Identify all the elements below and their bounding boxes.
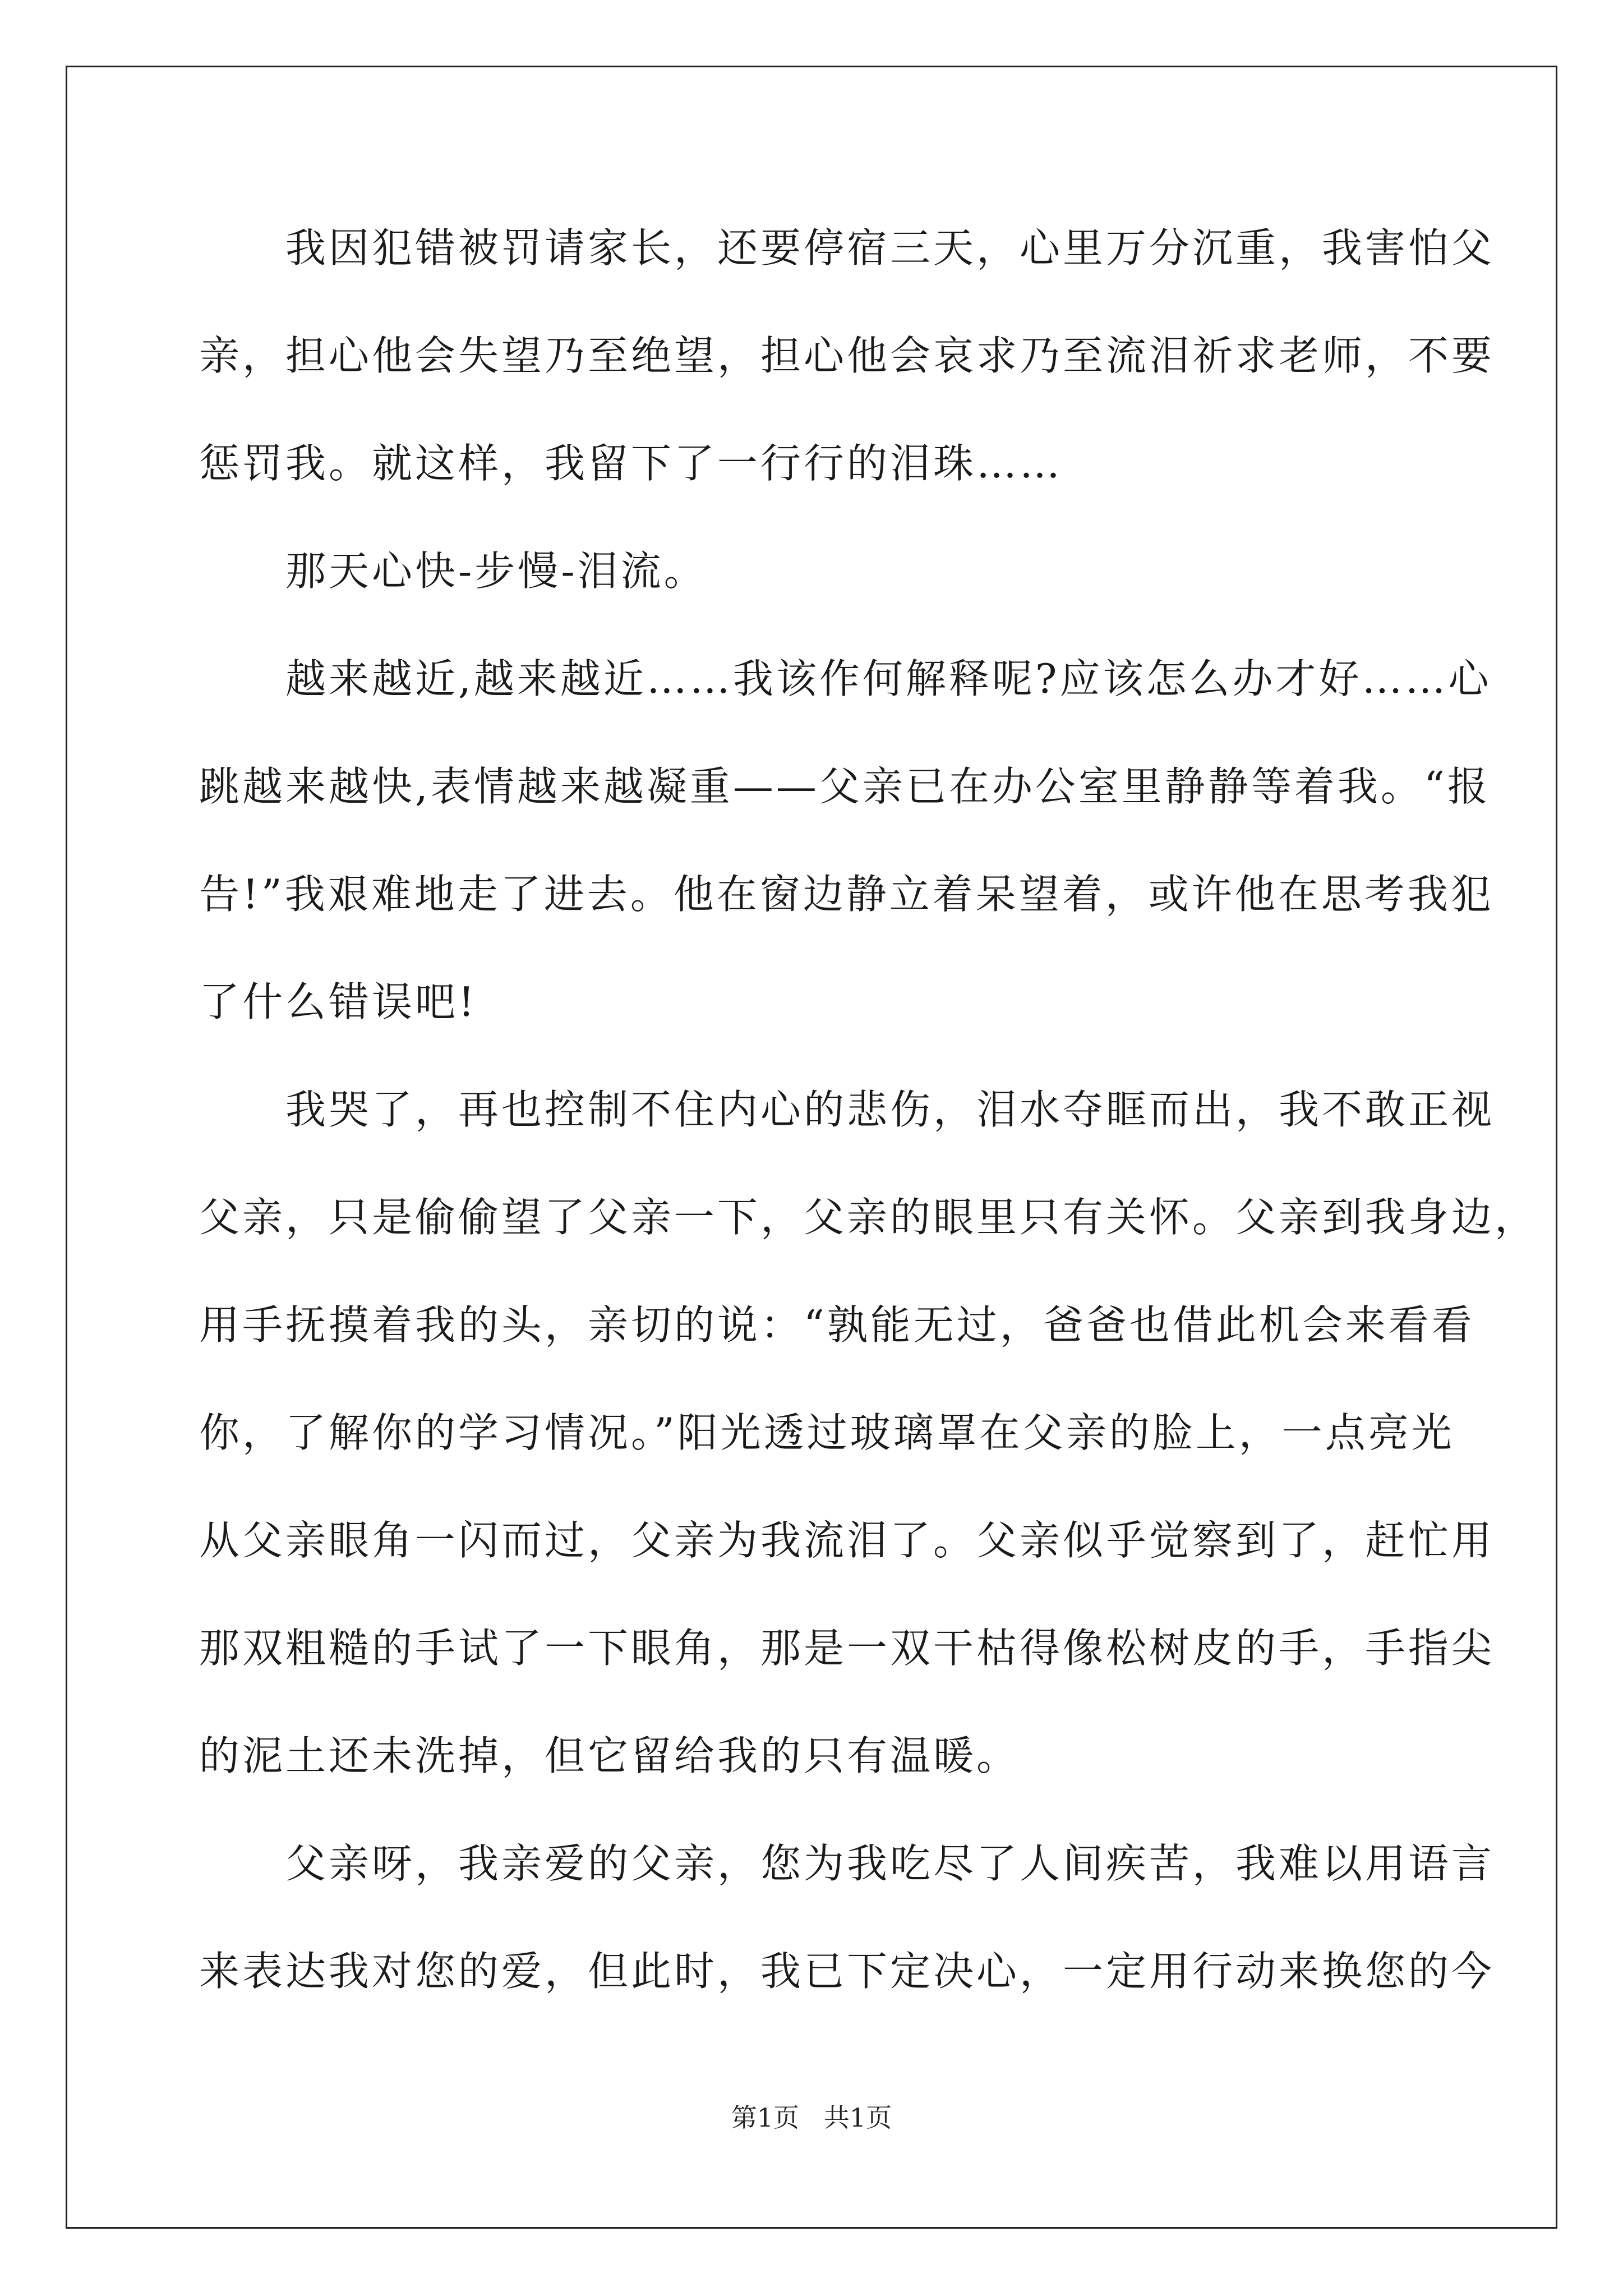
text-line: 跳越来越快,表情越来越凝重——父亲已在办公室里静静等着我。“报 bbox=[199, 763, 1491, 810]
text-line: 你，了解你的学习情况。”阳光透过玻璃罩在父亲的脸上，一点亮光 bbox=[199, 1409, 1455, 1456]
text-line: 从父亲眼角一闪而过，父亲为我流泪了。父亲似乎觉察到了，赶忙用 bbox=[199, 1517, 1495, 1564]
text-line: 告!”我艰难地走了进去。他在窗边静立着呆望着，或许他在思考我犯 bbox=[199, 871, 1494, 918]
text-line: 亲，担心他会失望乃至绝望，担心他会哀求乃至流泪祈求老师，不要 bbox=[199, 332, 1495, 379]
text-line: 那天心快-步慢-泪流。 bbox=[199, 547, 707, 595]
page-number-footer: 第1页 共1页 bbox=[731, 2102, 892, 2133]
text-line: 越来越近,越来越近……我该作何解释呢?应该怎么办才好……心 bbox=[199, 655, 1492, 702]
text-line: 了什么错误吧! bbox=[199, 978, 477, 1025]
text-line: 那双粗糙的手试了一下眼角，那是一双干枯得像松树皮的手，手指尖 bbox=[199, 1625, 1495, 1672]
text-line: 我因犯错被罚请家长，还要停宿三天，心里万分沉重，我害怕父 bbox=[199, 224, 1495, 272]
text-line: 父亲呀，我亲爱的父亲，您为我吃尽了人间疾苦，我难以用语言 bbox=[199, 1840, 1495, 1887]
text-line: 用手抚摸着我的头，亲切的说：“孰能无过，爸爸也借此机会来看看 bbox=[199, 1301, 1475, 1349]
text-line: 我哭了，再也控制不住内心的悲伤，泪水夺眶而出，我不敢正视 bbox=[199, 1086, 1495, 1133]
text-line: 来表达我对您的爱，但此时，我已下定决心，一定用行动来换您的今 bbox=[199, 1948, 1495, 1995]
page-border bbox=[66, 66, 1557, 2229]
text-line: 父亲，只是偷偷望了父亲一下，父亲的眼里只有关怀。父亲到我身边， bbox=[199, 1194, 1538, 1241]
text-line: 的泥土还未洗掉，但它留给我的只有温暖。 bbox=[199, 1732, 1020, 1779]
text-line: 惩罚我。就这样，我留下了一行行的泪珠…… bbox=[199, 440, 1063, 487]
